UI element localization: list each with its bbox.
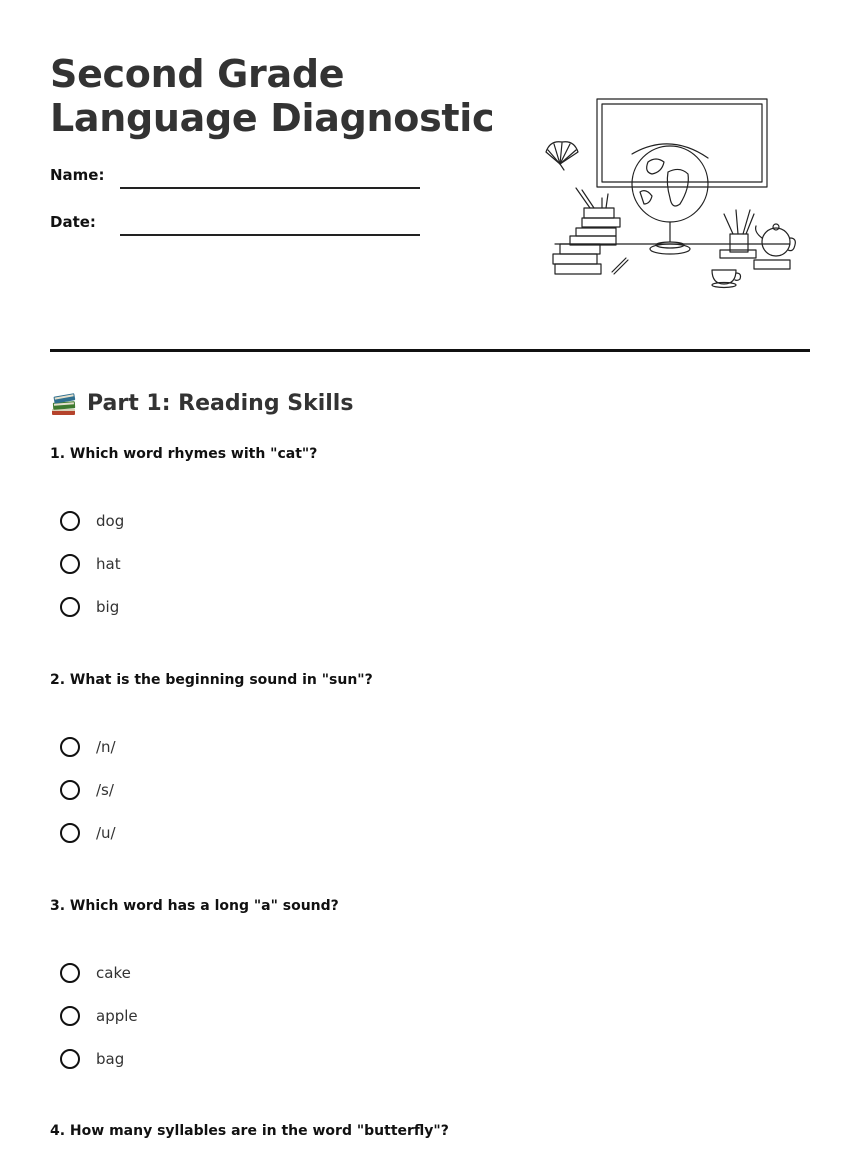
answer-option[interactable] (60, 1037, 138, 1080)
radio-button[interactable] (60, 737, 80, 757)
option-label[interactable]: /u/ (96, 823, 116, 842)
option-label[interactable]: /n/ (96, 737, 116, 756)
answer-option[interactable] (60, 725, 116, 768)
radio-button[interactable] (60, 780, 80, 800)
worksheet-page (50, 0, 810, 1139)
radio-button[interactable] (60, 823, 80, 843)
question-text: 3. Which word has a long "a" sound? (50, 898, 339, 914)
answer-options (60, 725, 116, 854)
radio-button[interactable] (60, 1006, 80, 1026)
option-label[interactable]: hat (96, 554, 121, 573)
answer-option[interactable] (60, 768, 116, 811)
radio-button[interactable] (60, 1049, 80, 1069)
answer-option[interactable] (60, 499, 124, 542)
question-3 (50, 896, 810, 1068)
date-input-line[interactable] (120, 234, 420, 236)
name-field[interactable] (50, 164, 430, 188)
books-icon (50, 389, 78, 417)
option-label[interactable]: apple (96, 1006, 138, 1025)
question-text: 2. What is the beginning sound in "sun"? (50, 672, 373, 688)
option-label[interactable]: big (96, 597, 120, 616)
question-4 (50, 1121, 810, 1141)
question-1 (50, 444, 810, 616)
question-2 (50, 670, 810, 842)
header-divider (50, 349, 810, 352)
option-label[interactable]: bag (96, 1049, 125, 1068)
option-label[interactable]: dog (96, 511, 125, 530)
question-text: 1. Which word rhymes with "cat"? (50, 446, 318, 462)
section-title: Part 1: Reading Skills (87, 390, 354, 416)
answer-option[interactable] (60, 811, 116, 854)
date-label: Date: (50, 213, 96, 231)
option-label[interactable]: cake (96, 963, 131, 982)
date-field[interactable] (50, 211, 430, 235)
name-label: Name: (50, 166, 105, 184)
radio-button[interactable] (60, 963, 80, 983)
answer-option[interactable] (60, 951, 138, 994)
answer-option[interactable] (60, 585, 124, 628)
classroom-illustration (540, 92, 800, 292)
radio-button[interactable] (60, 597, 80, 617)
option-label[interactable]: /s/ (96, 780, 114, 799)
radio-button[interactable] (60, 554, 80, 574)
section-heading (50, 389, 353, 417)
page-title: Second Grade Language Diagnostic (50, 52, 495, 140)
radio-button[interactable] (60, 511, 80, 531)
name-input-line[interactable] (120, 187, 420, 189)
question-text: 4. How many syllables are in the word "butterfly"? (50, 1123, 449, 1139)
answer-options (60, 499, 124, 628)
answer-options (60, 951, 138, 1080)
answer-option[interactable] (60, 994, 138, 1037)
worksheet-header (50, 0, 810, 352)
answer-option[interactable] (60, 542, 124, 585)
